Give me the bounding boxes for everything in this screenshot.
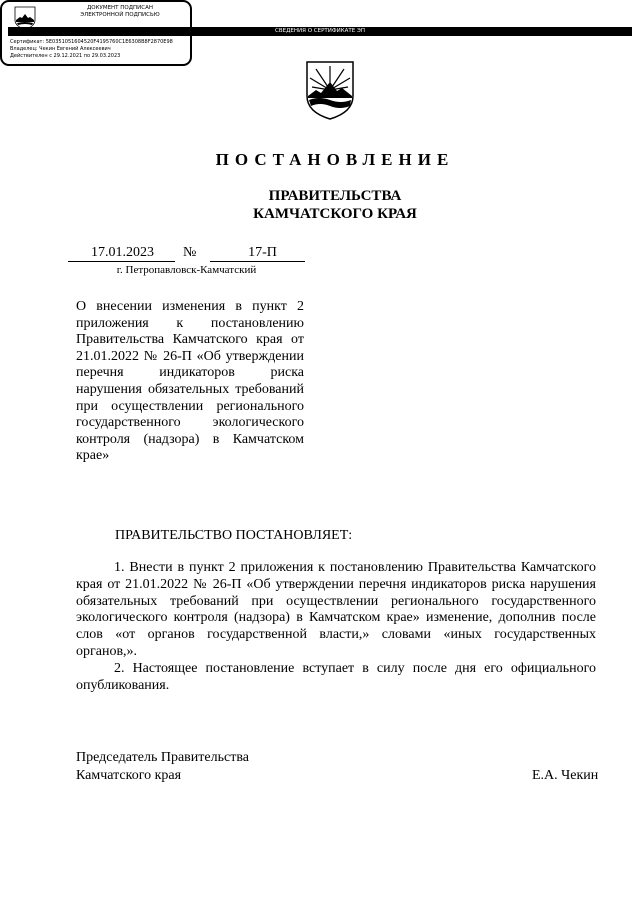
paragraph-1: 1. Внести в пункт 2 приложения к постановлению Правительства Камчатского края от 21.01.2022 № 26-П «Об утверждении перечня индикаторов риска нарушения обязательных требований при осуществлении регионального государственного экологического контроля (надзора) в Камчатском крае» изменение, дополнив после слов «от органов государственной власти,» словами «иных государственных органов,».	[76, 560, 596, 659]
document-date: 17.01.2023	[91, 245, 154, 260]
electronic-signature-stamp	[0, 0, 365, 66]
signer-title-line-2: Камчатского края	[76, 768, 182, 783]
document-subject: О внесении изменения в пункт 2 приложения к постановлению Правительства Камчатского края от 21.01.2022 № 26-П «Об утверждении перечня индикаторов риска нарушения обязательных требований при осуществлении регионального государственного экологического контроля (надзора) в Камчатском крае»	[76, 299, 304, 464]
stamp-owner: Владелец: Чекин Евгений Алексеевич	[10, 46, 111, 52]
document-number: 17-П	[248, 245, 277, 260]
document-type: ПОСТАНОВЛЕНИЕ	[215, 150, 455, 169]
stamp-line-1: ДОКУМЕНТ ПОДПИСАН	[86, 5, 154, 11]
number-sign: №	[183, 245, 197, 260]
document-body	[76, 560, 596, 694]
stamp-line-2: ЭЛЕКТРОННОЙ ПОДПИСЬЮ	[80, 12, 160, 18]
kamchatka-emblem-icon	[304, 60, 356, 120]
signer-name: Е.А. Чекин	[532, 768, 599, 783]
stamp-certificate: Сертификат: 5E0351051604520F4195760C1E6308B8F2870E98	[10, 39, 173, 45]
number-underline	[210, 261, 305, 262]
paragraph-2: 2. Настоящее постановление вступает в силу после дня его официального опубликования.	[76, 660, 596, 693]
stamp-validity: Действителен с 29.12.2021 по 29.03.2023	[10, 53, 121, 59]
issuer-line-1: ПРАВИТЕЛЬСТВА	[268, 188, 402, 204]
issuer-line-2: КАМЧАТСКОГО КРАЯ	[253, 206, 417, 222]
document-city: г. Петропавловск-Камчатский	[116, 264, 257, 276]
stamp-header-bar: СВЕДЕНИЯ О СЕРТИФИКАТЕ ЭП	[8, 27, 632, 36]
decree-statement: ПРАВИТЕЛЬСТВО ПОСТАНОВЛЯЕТ:	[115, 528, 353, 543]
date-underline	[68, 261, 175, 262]
signer-title-line-1: Председатель Правительства	[76, 750, 249, 765]
